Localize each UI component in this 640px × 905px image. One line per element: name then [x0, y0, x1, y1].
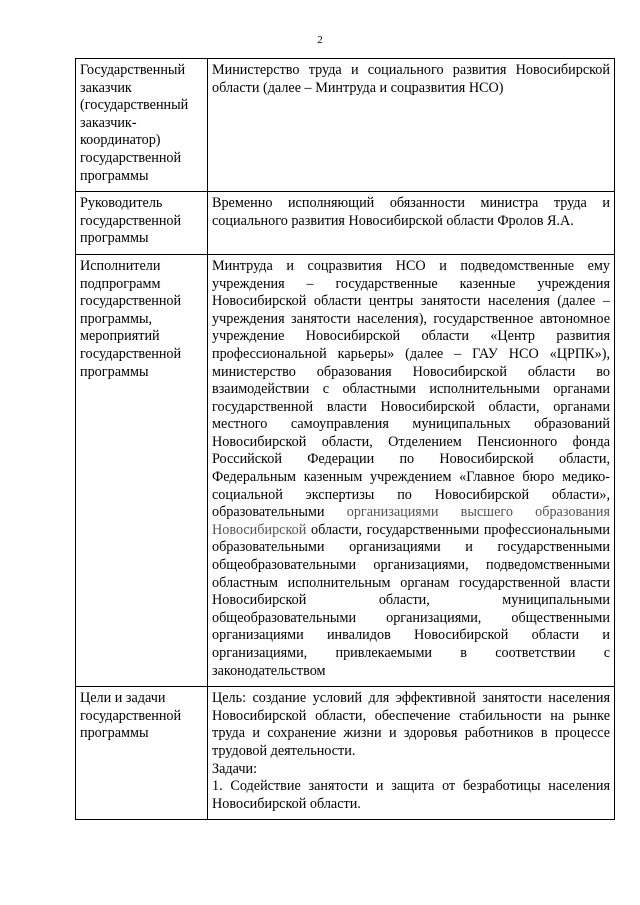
value-paragraph: Цель: создание условий для эффективной занятости населения Новосибирской области, обеспечение стабильности на рынке труда и сохранение жизни и здоровья работников в процессе трудовой деятельности. [212, 690, 610, 759]
row-value-executors [208, 254, 615, 686]
value-text-gray: организациями высшего образования Новосибирской [212, 504, 610, 538]
label-line: программы [80, 167, 149, 184]
row-label-customer [76, 59, 208, 192]
label-line: программы [80, 725, 149, 742]
value-paragraph: Временно исполняющий обязанности министра труда и социального развития Новосибирской области Фролов Я.А. [212, 195, 610, 229]
row-value-goals [208, 687, 615, 820]
row-label-head [76, 192, 208, 255]
label-line: программы [80, 230, 149, 247]
label-line: Цели и задачи [80, 690, 166, 707]
label-line: Руководитель [80, 195, 163, 212]
label-line: (государственный [80, 97, 189, 114]
label-line: государственной [80, 345, 182, 362]
value-paragraph: Министерство труда и социального развития Новосибирской области (далее – Минтруда и соцразвития НСО) [212, 62, 610, 96]
value-paragraph: Задачи: [212, 760, 258, 777]
program-passport-table [75, 58, 615, 820]
label-line: мероприятий [80, 328, 160, 345]
value-text: области, государственными профессиональными образовательными организациями и государственными общеобразовательными организациями, подведомственными областным исполнительным органам государственной власти Новосибирской области, муниципальными общеобразовательными организациями, общественными организациями инвалидов Новосибирской области и организациями, привлекаемыми в соответствии с законодательством [212, 521, 610, 679]
value-text: Минтруда и соцразвития НСО и подведомственные ему учреждения – государственные казенные учреждения Новосибирской области центры занятости населения (далее – учреждения занятости населения), государственное автономное учреждение Новосибирской области «Центр развития профессиональной карьеры» (далее – ГАУ НСО «ЦРПК»), министерство образования Новосибирской области во взаимодействии с областными исполнительными органами государственной власти Новосибирской области, органами местного самоуправления муниципальных образований Новосибирской области, Отделением Пенсионного фонда Российской Федерации по Новосибирской области, Федеральным казенным учреждением «Главное бюро медико-социальной экспертизы по Новосибирской области», образовательными [212, 257, 610, 521]
label-line: государственной [80, 707, 182, 724]
row-value-head [208, 192, 615, 255]
row-label-goals [76, 687, 208, 820]
page-number: 2 [317, 34, 323, 46]
row-value-customer [208, 59, 615, 192]
value-paragraph: 1. Содействие занятости и защита от безработицы населения Новосибирской области. [212, 778, 610, 812]
table-row [76, 254, 615, 686]
label-line: координатор) [80, 132, 161, 149]
label-line: подпрограмм [80, 275, 161, 292]
label-line: программы, [80, 310, 153, 327]
label-line: государственной [80, 149, 182, 166]
label-line: Государственный [80, 62, 186, 78]
label-line: заказчик- [80, 114, 137, 131]
label-line: государственной [80, 212, 182, 229]
label-line: государственной [80, 293, 182, 310]
label-line: Исполнители [80, 257, 161, 274]
row-label-executors [76, 254, 208, 686]
label-line: программы [80, 363, 149, 380]
table-row [76, 687, 615, 820]
table-row [76, 59, 615, 192]
table-row [76, 192, 615, 255]
label-line: заказчик [80, 79, 132, 96]
